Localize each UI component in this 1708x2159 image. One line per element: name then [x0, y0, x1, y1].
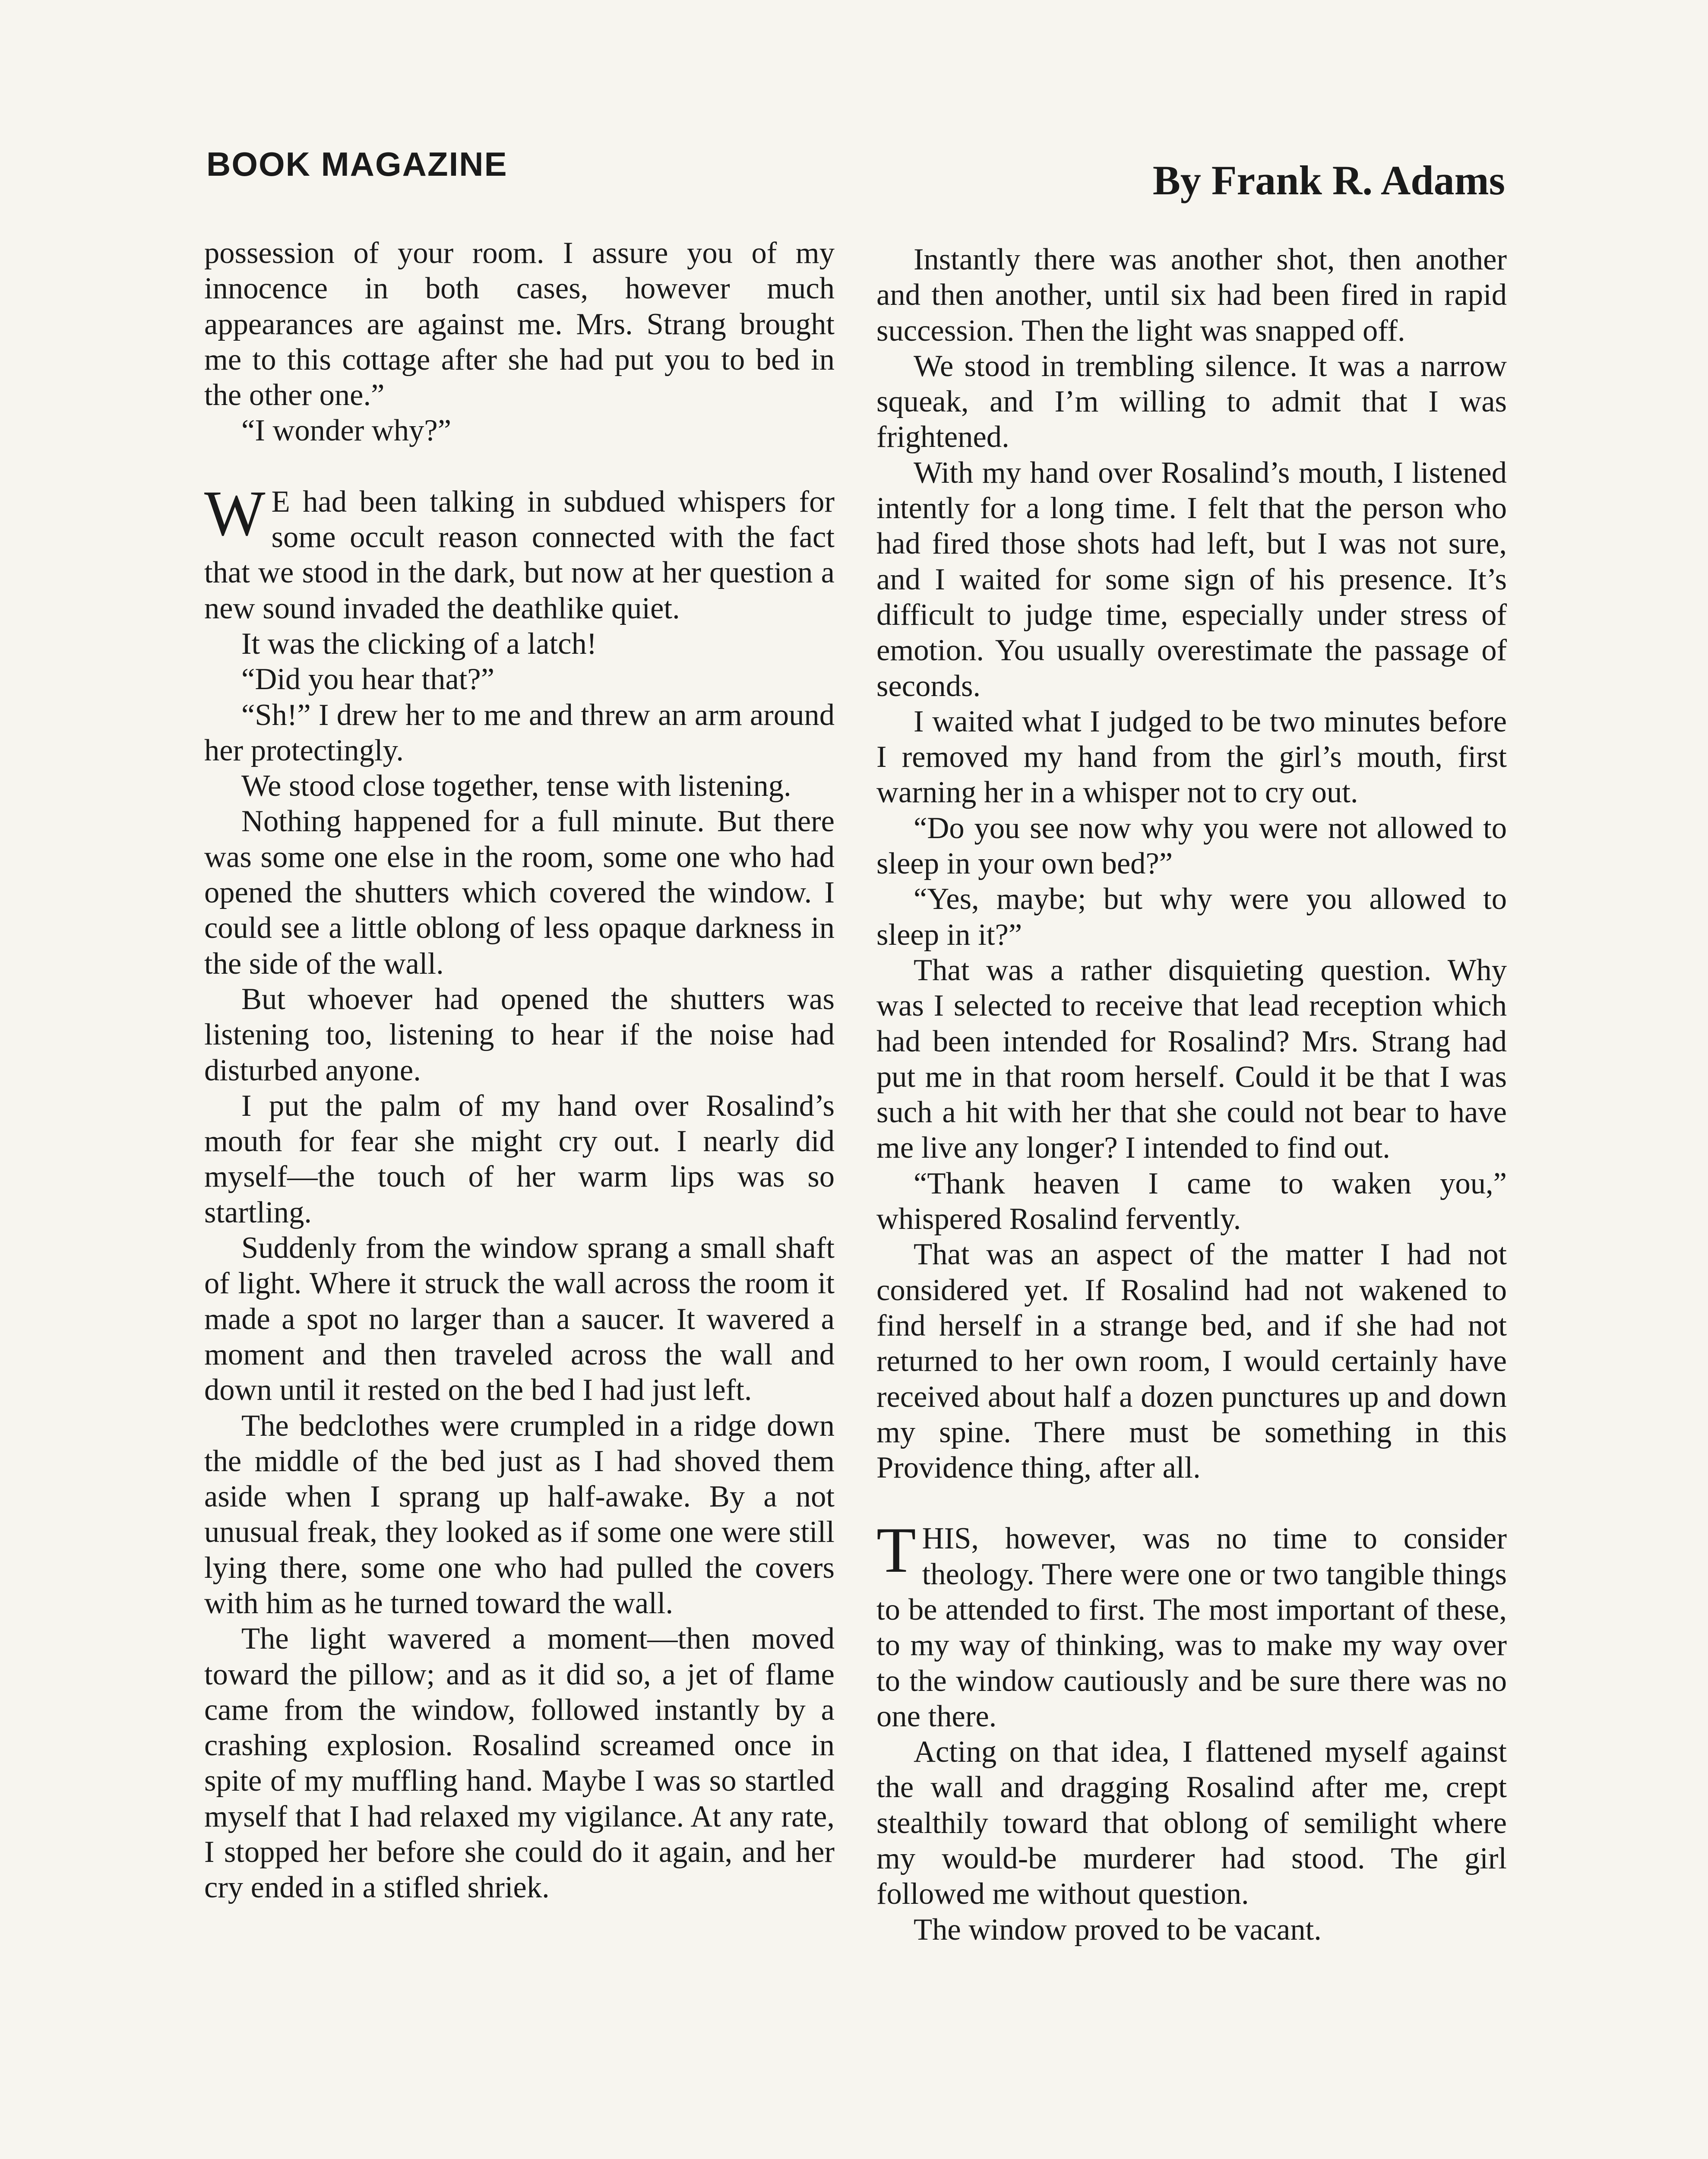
right-column: [876, 242, 1507, 1947]
paragraph: That was an aspect of the matter I had not considered yet. If Rosalind had not wakened to find herself in a strange bed, and if she had not returned to her own room, I would certainly have received about half a dozen punctures up and down my spine. There must be something in this Providence thing, after all.: [876, 1238, 1507, 1485]
paragraph: The window proved to be vacant.: [914, 1912, 1322, 1947]
paragraph: The light wavered a moment—then moved toward the pillow; and as it did so, a jet of flame came from the window, followed instantly by a crashing explosion. Rosalind screamed once in spite of my muffling hand. Maybe I was so startled myself that I had relaxed my vigilance. At any rate, I stopped her before she could do it again, and her cry ended in a stifled shriek.: [204, 1622, 835, 1905]
section-opening-paragraph: [876, 1514, 1507, 1734]
paragraph: I put the palm of my hand over Rosalind’s mouth for fear she might cry out. I nearly did myself—the touch of her warm lips was so startling.: [204, 1089, 835, 1229]
paragraph-text: HIS, however, was no time to consider theology. There were one or two tangible things to be attended to first. The most important of these, to my way of thinking, was to make my way over to the window cautiously and be sure there was no one there.: [876, 1522, 1507, 1733]
paragraph: “Sh!” I drew her to me and threw an arm around her protectingly.: [204, 698, 835, 767]
paragraph: But whoever had opened the shutters was listening too, listening to hear if the noise had disturbed anyone.: [204, 982, 835, 1087]
paragraph-text: E had been talking in subdued whispers for some occult reason connected with the fact that we stood in the dark, but now at her question a new sound invaded the deathlike quiet.: [204, 484, 835, 625]
paragraph: We stood close together, tense with listening.: [241, 769, 791, 803]
paragraph: With my hand over Rosalind’s mouth, I listened intently for a long time. I felt that the person who had fired those shots had left, but I was not sure, and I waited for some sign of his presence. It’s difficult to judge time, especially under stress of emotion. You usually overestimate the passage of seconds.: [876, 456, 1507, 703]
paragraph: It was the clicking of a latch!: [241, 627, 597, 661]
drop-cap: T: [876, 1514, 916, 1586]
paragraph: That was a rather disquieting question. Why was I selected to receive that lead reception which had been intended for Rosalind? Mrs. Strang had put me in that room herself. Could it be that I was such a hit with her that she could not bear to have me live any longer? I intended to find out.: [876, 953, 1507, 1165]
paragraph: “Yes, maybe; but why were you allowed to sleep in it?”: [876, 882, 1507, 952]
paragraph: “I wonder why?”: [241, 414, 452, 448]
paragraph: Acting on that idea, I flattened myself against the wall and dragging Rosalind after me, crept stealthily toward that oblong of semilight where my would-be murderer had stood. The girl followed me without question.: [876, 1735, 1507, 1911]
paragraph: I waited what I judged to be two minutes before I removed my hand from the girl’s mouth, first warning her in a whisper not to cry out.: [876, 704, 1507, 810]
paragraph: Suddenly from the window sprang a small shaft of light. Where it struck the wall across the room it made a spot no larger than a saucer. It wavered a moment and then traveled across the wall and down until it rested on the bed I had just left.: [204, 1231, 835, 1407]
paragraph: “Thank heaven I came to waken you,” whispered Rosalind fervently.: [876, 1166, 1507, 1236]
paragraph: Nothing happened for a full minute. But there was some one else in the room, some one who had opened the shutters which covered the window. I could see a little oblong of less opaque darkness in the side of the wall.: [204, 804, 835, 981]
section-break: [876, 1485, 1507, 1521]
paragraph: possession of your room. I assure you of my innocence in both cases, however much appearances are against me. Mrs. Strang brought me to this cottage after she had put you to bed in the other one.”: [204, 236, 835, 412]
paragraph: “Did you hear that?”: [241, 662, 495, 696]
running-header-left: BOOK MAGAZINE: [206, 145, 508, 183]
section-opening-paragraph: [204, 477, 835, 626]
running-header-right: By Frank R. Adams: [1152, 157, 1505, 203]
paragraph: We stood in trembling silence. It was a narrow squeak, and I’m willing to admit that I was frightened.: [876, 349, 1507, 454]
paragraph: The bedclothes were crumpled in a ridge down the middle of the bed just as I had shoved them aside when I sprang up half-awake. By a not unusual freak, they looked as if some one were still lying there, some one who had pulled the covers with him as he turned toward the wall.: [204, 1409, 835, 1620]
drop-cap: W: [204, 477, 266, 549]
paragraph: Instantly there was another shot, then another and then another, until six had been fired in rapid succession. Then the light was snapped off.: [876, 243, 1507, 348]
left-column: [204, 235, 835, 1906]
paragraph: “Do you see now why you were not allowed to sleep in your own bed?”: [876, 811, 1507, 881]
section-break: [204, 449, 835, 484]
